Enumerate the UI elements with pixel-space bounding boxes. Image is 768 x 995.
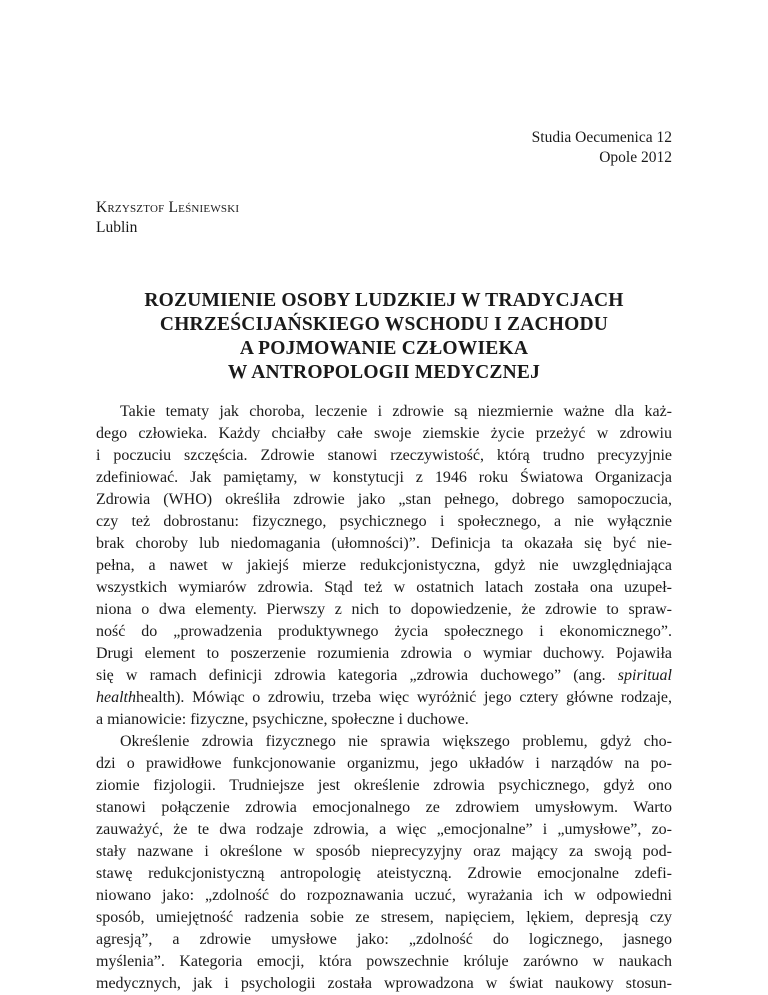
article-title (96, 289, 672, 385)
body-line: zdefiniować. Jak pamiętamy, w konstytucji z 1946 roku Światowa Organizacja (96, 469, 672, 486)
author-block (96, 198, 239, 238)
body-line: agresją”, a zdrowie umysłowe jako: „zdolność do logicznego, jasnego (96, 931, 672, 948)
body-line: Zdrowia (WHO) określiła zdrowie jako „stan pełnego, dobrego samopoczucia, (96, 491, 672, 508)
italic-term: spiritual (617, 667, 672, 684)
body-line: Określenie zdrowia fizycznego nie sprawia większego problemu, gdyż cho- (120, 733, 672, 750)
body-line: pełna, a nawet w jakiejś mierze redukcjonistyczna, gdyż nie uwzględniająca (96, 557, 672, 574)
title-line: ROZUMIENIE OSOBY LUDZKIEJ W TRADYCJACH (144, 290, 624, 311)
body-line: i poczuciu szczęścia. Zdrowie stanowi rzeczywistość, którą trudno precyzyjnie (96, 447, 672, 464)
body-line: Drugi element to poszerzenie rozumienia zdrowia o wymiar duchowy. Pojawiła (96, 645, 672, 662)
series-title: Studia Oecumenica 12 (531, 129, 672, 146)
body-line: Takie tematy jak choroba, leczenie i zdrowie są niezmiernie ważne dla każ- (120, 403, 672, 420)
italic-term: health (96, 689, 136, 706)
body-line-text: się w ramach definicji zdrowia kategoria „zdrowia duchowego” (ang. (96, 667, 618, 684)
series-place-year: Opole 2012 (599, 149, 672, 166)
body-line: zauważyć, że te dwa rodzaje zdrowia, a więc „emocjonalne” i „umysłowe”, zo- (96, 821, 672, 838)
body-line: niowano jako: „zdolność do rozpoznawania uczuć, wyrażania ich w odpowiedni (96, 887, 672, 904)
body-line: a mianowicie: fizyczne, psychiczne, społeczne i duchowe. (96, 711, 469, 728)
body-line: stanowi połączenie zdrowia emocjonalnego ze zdrowiem umysłowym. Warto (96, 799, 672, 816)
body-line: brak choroby lub niedomagania (ułomności)”. Definicja ta okazała się być nie- (96, 535, 672, 552)
series-header (532, 128, 672, 168)
body-line-text: health). Mówiąc o zdrowiu, trzeba więc wyróżnić jego cztery główne rodzaje, (136, 689, 672, 706)
title-line: A POJMOWANIE CZŁOWIEKA (239, 338, 529, 359)
title-line: CHRZEŚCIJAŃSKIEGO WSCHODU I ZACHODU (159, 314, 609, 335)
body-line: wszystkich wymiarów zdrowia. Stąd też w ostatnich latach została ona uzupeł- (96, 579, 672, 596)
article-body (96, 401, 672, 995)
title-line: W ANTROPOLOGII MEDYCZNEJ (227, 362, 541, 383)
author-city: Lublin (96, 219, 138, 236)
body-line: stawę redukcjonistyczną antropologię ateistyczną. Zdrowie emocjonalne zdefi- (96, 865, 672, 882)
body-line: medycznych, jak i psychologii została wprowadzona w świat naukowy stosun- (96, 975, 672, 992)
body-line: ziomie fizjologii. Trudniejsze jest określenie zdrowia psychicznego, gdyż ono (96, 777, 672, 794)
body-line-with-italic (96, 665, 672, 687)
author-name: Krzysztof Leśniewski (96, 199, 240, 216)
body-line: dego człowieka. Każdy chciałby całe swoje ziemskie życie przeżyć w zdrowiu (96, 425, 672, 442)
body-line: stały nazwane i określone w sposób nieprecyzyjny oraz mający za swoją pod- (96, 843, 672, 860)
body-line: myślenia”. Kategoria emocji, która powszechnie króluje zarówno w naukach (96, 953, 672, 970)
body-line: czy też dobrostanu: fizycznego, psychicznego i społecznego, a nie wyłącznie (96, 513, 672, 530)
body-line: dzi o prawidłowe funkcjonowanie organizmu, jego układów i narządów na po- (96, 755, 672, 772)
body-line: sposób, umiejętność radzenia sobie ze stresem, napięciem, lękiem, depresją czy (96, 909, 672, 926)
body-line-with-italic (96, 687, 672, 709)
body-line: niona o dwa elementy. Pierwszy z nich to dopowiedzenie, że zdrowie to spraw- (96, 601, 672, 618)
body-line: ność do „prowadzenia produktywnego życia społecznego i ekonomicznego”. (96, 623, 672, 640)
